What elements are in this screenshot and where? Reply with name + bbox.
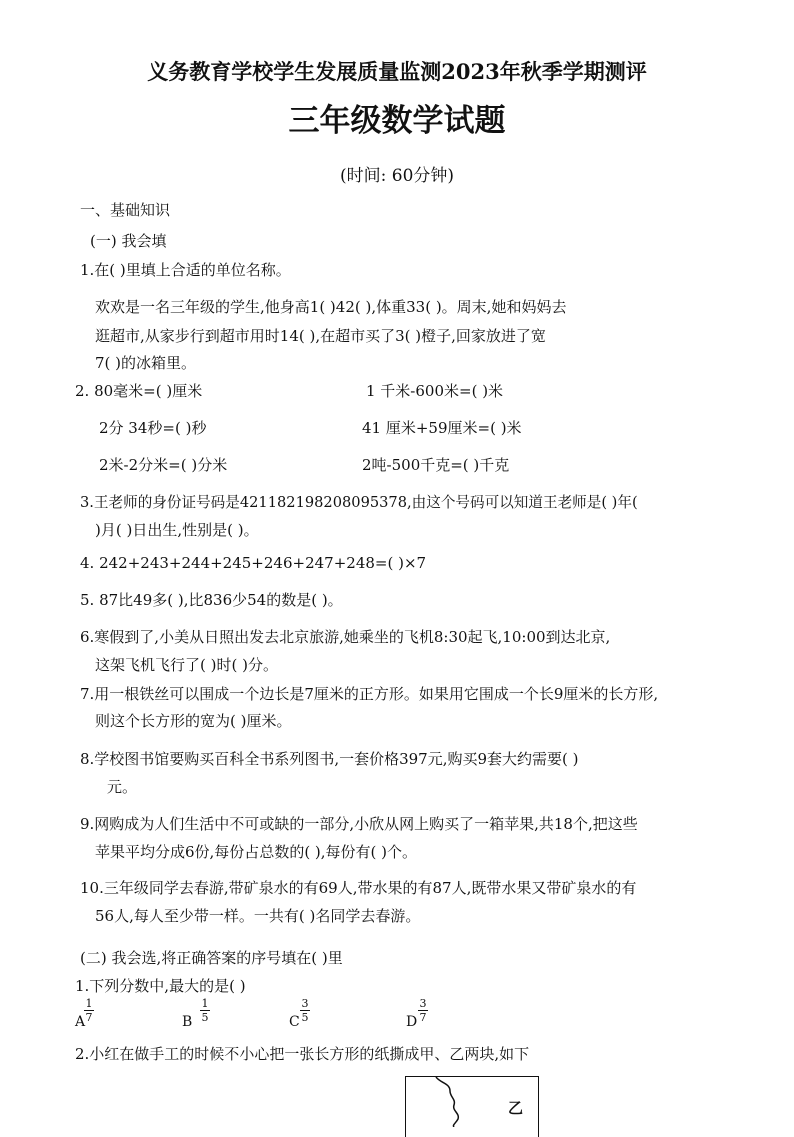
q6-line1: 6.寒假到了,小美从日照出发去北京旅游,她乘坐的飞机8:30起飞,10:00到达北京, [80, 628, 611, 646]
option-a-letter: A [75, 1014, 86, 1030]
torn-paper-figure [405, 1076, 539, 1137]
option-a-numerator: 1 [85, 997, 93, 1010]
q2-b1: 2分 34秒=( )秒 [99, 419, 207, 437]
q9-line1: 9.网购成为人们生活中不可或缺的一部分,小欣从网上购买了一箱苹果,共18个,把这些 [80, 815, 638, 833]
option-a-fraction [84, 998, 94, 1023]
option-c-fraction [300, 998, 310, 1023]
option-d-numerator: 3 [419, 997, 427, 1010]
section-1-title: 一、基础知识 [80, 201, 171, 219]
option-b-letter: B [182, 1014, 193, 1030]
exam-time: (时间: 60分钟) [339, 166, 455, 186]
figure-label-yi: 乙 [508, 1099, 524, 1117]
q1-line2: 逛超市,从家步行到超市用时14( ),在超市买了3( )橙子,回家放进了宽 [95, 327, 546, 345]
exam-header-title: 义务教育学校学生发展质量监测2023年秋季学期测评 [147, 59, 647, 84]
q2-b2: 41 厘米+59厘米=( )米 [362, 419, 522, 437]
q3-line1: 3.王老师的身份证号码是421182198208095378,由这个号码可以知道王老师是( )年( [80, 494, 638, 511]
choice-q1-stem: 1.下列分数中,最大的是( ) [75, 977, 246, 995]
q8-line2: 元。 [107, 778, 138, 796]
option-b-numerator: 1 [201, 997, 209, 1010]
part-2-title: (二) 我会选,将正确答案的序号填在( )里 [80, 949, 343, 967]
q1-line3: 7( )的冰箱里。 [95, 354, 197, 372]
q5: 5. 87比49多( ),比836少54的数是( )。 [80, 591, 343, 609]
q2-c2: 2吨-500千克=( )千克 [362, 456, 510, 474]
option-b-fraction [200, 998, 210, 1023]
q1-stem: 1.在( )里填上合适的单位名称。 [80, 261, 291, 279]
q7-line1: 7.用一根铁丝可以围成一个边长是7厘米的正方形。如果用它围成一个长9厘米的长方形, [80, 685, 659, 703]
q2-a2: 1 千米-600米=( )米 [366, 382, 504, 400]
q2-c1: 2米-2分米=( )分米 [99, 456, 228, 474]
q7-line2: 则这个长方形的宽为( )厘米。 [95, 712, 292, 730]
q2-a1: 2. 80毫米=( )厘米 [75, 382, 203, 400]
exam-subject-title: 三年级数学试题 [288, 103, 506, 139]
q6-line2: 这架飞机飞行了( )时( )分。 [95, 656, 278, 674]
q8-line1: 8.学校图书馆要购买百科全书系列图书,一套价格397元,购买9套大约需要( ) [80, 750, 579, 768]
option-d-denominator: 7 [419, 1011, 427, 1024]
option-b-denominator: 5 [201, 1011, 209, 1024]
q3-line2: )月( )日出生,性别是( )。 [95, 521, 259, 539]
option-a-denominator: 7 [85, 1011, 93, 1024]
q4: 4. 242+243+244+245+246+247+248=( )×7 [80, 554, 427, 572]
q9-line2: 苹果平均分成6份,每份占总数的( ),每份有( )个。 [95, 843, 418, 861]
option-d-fraction [418, 998, 428, 1023]
option-c-numerator: 3 [301, 997, 309, 1010]
q1-line1: 欢欢是一名三年级的学生,他身高1( )42( ),体重33( )。周末,她和妈妈去 [95, 298, 567, 316]
option-c-denominator: 5 [301, 1011, 309, 1024]
option-d-letter: D [406, 1014, 418, 1030]
choice-q2-stem: 2.小红在做手工的时候不小心把一张长方形的纸撕成甲、乙两块,如下 [75, 1045, 530, 1063]
q10-line2: 56人,每人至少带一样。一共有( )名同学去春游。 [95, 907, 421, 925]
q10-line1: 10.三年级同学去春游,带矿泉水的有69人,带水果的有87人,既带水果又带矿泉水的有 [80, 879, 637, 897]
part-1-title: (一) 我会填 [90, 232, 167, 250]
option-c-letter: C [289, 1014, 300, 1030]
